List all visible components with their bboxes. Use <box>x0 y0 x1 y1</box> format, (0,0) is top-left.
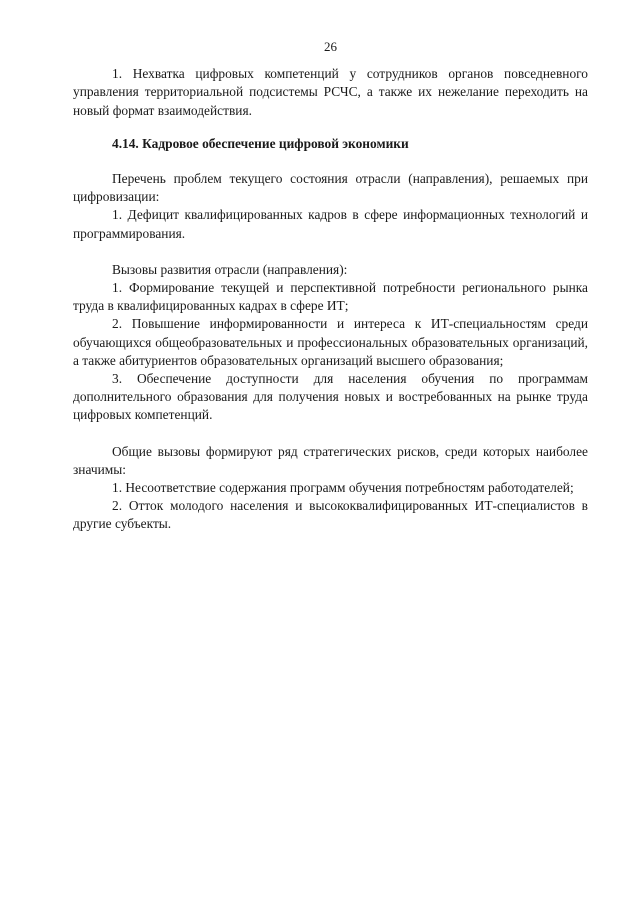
challenge-item: 3. Обеспечение доступности для населения обучения по программам дополнительного образования для получения новых и востребованных на рынке труда цифровых компетенций. <box>73 371 588 423</box>
problems-intro: Перечень проблем текущего состояния отрасли (направления), решаемых при цифровизации: <box>73 171 588 205</box>
intro-list-item: 1. Нехватка цифровых компетенций у сотрудников органов повседневного управления территориальной подсистемы РСЧС, а также их нежелание переходить на новый формат взаимодействия. <box>73 66 588 118</box>
challenge-item: 1. Формирование текущей и перспективной потребности регионального рынка труда в квалифицированных кадрах в сфере ИТ; <box>73 280 588 314</box>
risk-item: 2. Отток молодого населения и высококвалифицированных ИТ-специалистов в другие субъекты. <box>73 498 588 532</box>
page-number: 26 <box>324 39 337 54</box>
challenge-item: 2. Повышение информированности и интереса к ИТ-специальностям среди обучающихся общеобразовательных и профессиональных образовательных организаций, а также абитуриентов образовательных организаций высшего образования; <box>73 316 588 368</box>
problem-item: 1. Дефицит квалифицированных кадров в сфере информационных технологий и программирования. <box>73 207 588 241</box>
section-heading: 4.14. Кадровое обеспечение цифровой экономики <box>112 135 409 151</box>
risk-item: 1. Несоответствие содержания программ обучения потребностям работодателей; <box>112 480 574 496</box>
challenges-intro: Вызовы развития отрасли (направления): <box>112 261 348 277</box>
document-page <box>73 38 588 534</box>
risks-intro: Общие вызовы формируют ряд стратегических рисков, среди которых наиболее значимы: <box>73 443 588 477</box>
